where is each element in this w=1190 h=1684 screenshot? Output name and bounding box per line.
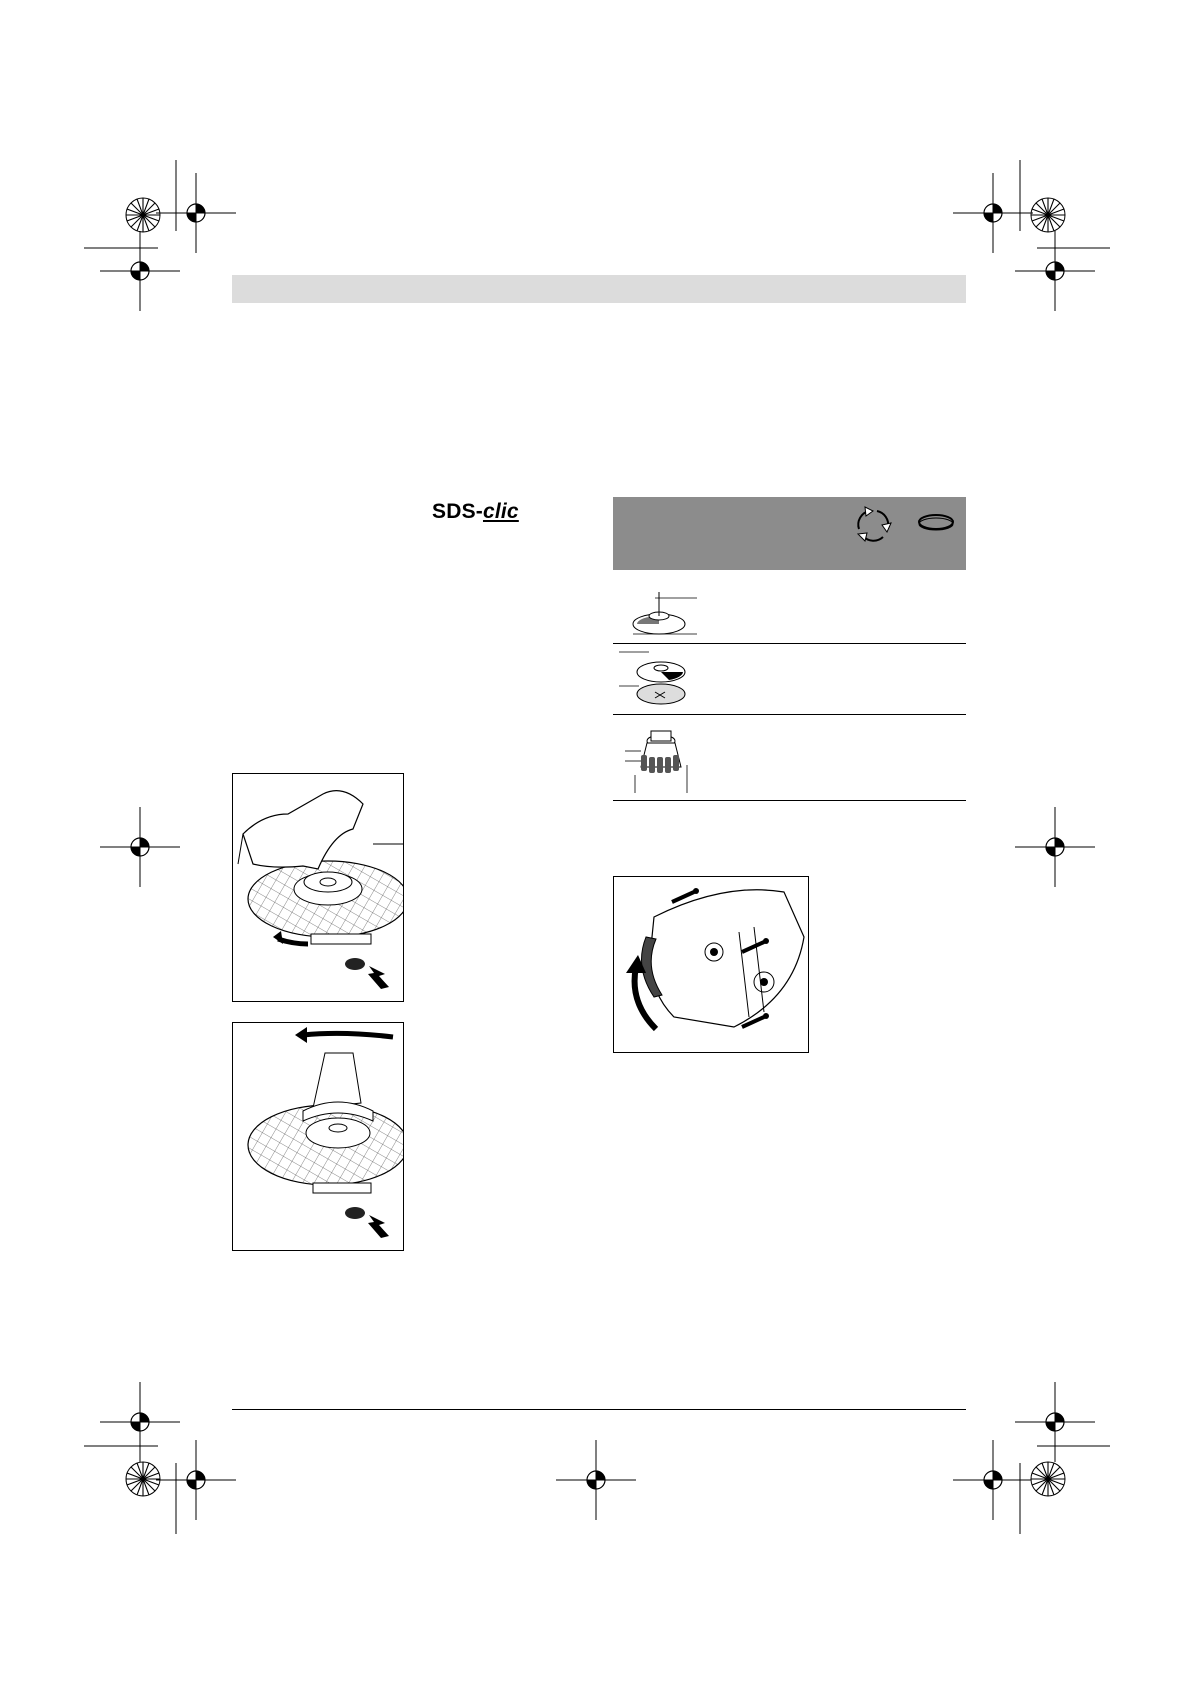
header-bar <box>232 275 966 303</box>
two-pin-spanner-illustration <box>233 1023 403 1250</box>
ring-icon <box>916 511 956 533</box>
table-row <box>613 715 966 801</box>
sds-clic-logo <box>432 500 519 524</box>
table-row <box>613 644 966 715</box>
logo-suffix: clic <box>482 500 519 523</box>
logo-prefix: SDS- <box>432 500 483 523</box>
cup-brush-icon <box>623 725 693 793</box>
accessory-table-header <box>613 497 966 570</box>
gear-head-rotation-illustration <box>614 877 808 1052</box>
footer-rule <box>232 1409 966 1410</box>
sanding-disc-icon <box>619 648 699 710</box>
hand-pressing-disc-illustration <box>233 774 403 1001</box>
figure-spanner <box>232 1022 404 1251</box>
grinding-disc-flange-icon <box>627 588 697 640</box>
recycle-icon <box>851 503 895 545</box>
figure-gear-head <box>613 876 809 1053</box>
figure-disc-hand <box>232 773 404 1002</box>
table-row <box>613 582 966 644</box>
